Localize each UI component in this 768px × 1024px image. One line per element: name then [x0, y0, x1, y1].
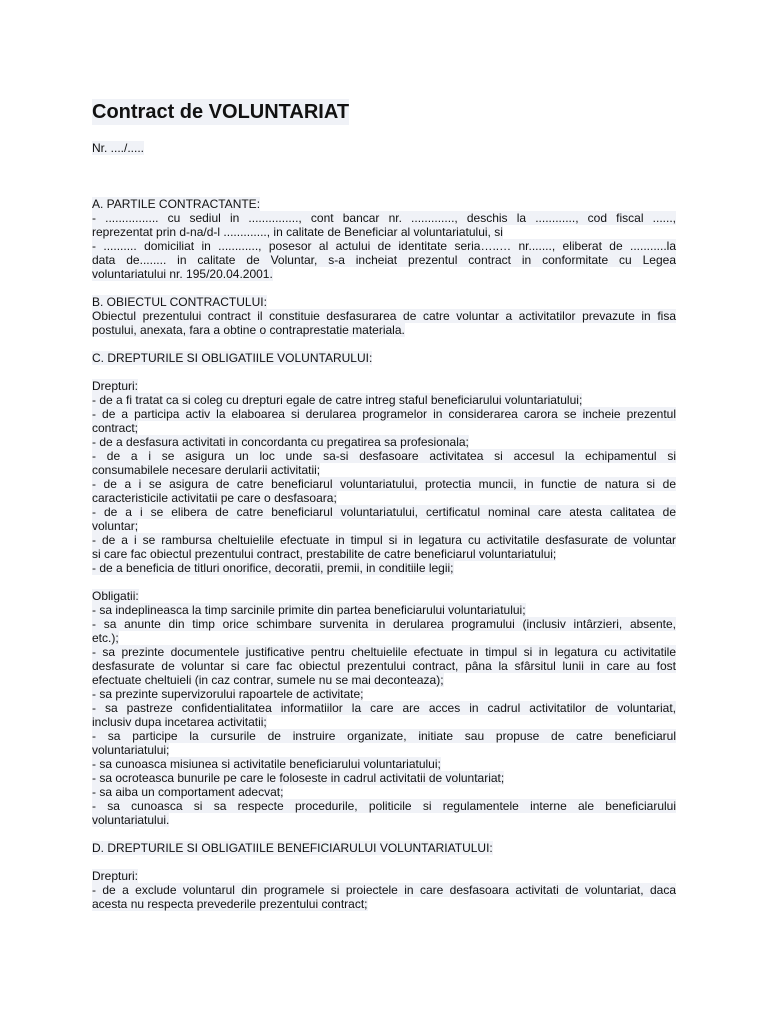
doc-line-c-d5-l1: - de a i se asigura de catre beneficiarul voluntariatului, protectia muncii, in functie de natura si de [92, 477, 676, 491]
doc-line-c-obligatii: Obligatii: [92, 589, 139, 603]
doc-line-d-d1-l1: - de a exclude voluntarul din programele si proiectele in care desfasoara activitati de voluntariat, daca [92, 883, 676, 897]
doc-line-c-o10-l1: - sa cunoasca si sa respecte procedurile, politicile si regulamentele interne ale beneficiarului [92, 799, 676, 813]
doc-line-c-d6-l1: - de a i se elibera de catre beneficiarul voluntariatului, certificatul nominal care atesta calitatea de [92, 505, 676, 519]
document-title: Contract de VOLUNTARIAT [92, 101, 350, 123]
doc-line-c-o6-l1: - sa participe la cursurile de instruire organizate, initiate sau propuse de catre beneficiarul [92, 729, 676, 743]
doc-line-c-d4-l1: - de a i se asigura un loc unde sa-si desfasoare activitatea si accesul la echipamentul si [92, 449, 676, 463]
doc-line-c-o5-l2: inclusiv dupa incetarea activitatii; [92, 715, 267, 729]
doc-line-c-d2-l1: - de a participa activ la elaboarea si derularea programelor in considerarea carora se incheie prezentul [92, 407, 676, 421]
contract-number: Nr. ..../..... [92, 141, 145, 155]
doc-line-c-o2-l1: - sa anunte din timp orice schimbare survenita in derularea programului (inclusiv intârzieri, absente, [92, 617, 676, 631]
doc-line-a-heading: A. PARTILE CONTRACTANTE: [92, 197, 261, 211]
doc-line-c-d8: - de a beneficia de titluri onorifice, decoratii, premii, in conditiile legii; [92, 561, 454, 575]
doc-line-c-o8: - sa ocroteasca bunurile pe care le foloseste in cadrul activitatii de voluntariat; [92, 771, 505, 785]
doc-line-c-d1: - de a fi tratat ca si coleg cu drepturi egale de catre intreg staful beneficiarului voluntariatului; [92, 393, 583, 407]
doc-line-c-o6-l2: voluntariatului; [92, 743, 170, 757]
doc-line-c-o9: - sa aiba un comportament adecvat; [92, 785, 284, 799]
doc-line-c-o4: - sa prezinte supervizorului rapoartele de activitate; [92, 687, 364, 701]
doc-line-d-d1-l2: acesta nu respecta prevederile prezentului contract; [92, 897, 368, 911]
doc-line-c-drepturi: Drepturi: [92, 379, 139, 393]
doc-line-c-o3-l2: desfasurate de voluntar si care fac obiectul prezentului contract, pâna la sfârsitul lunii in care au fost [92, 659, 676, 673]
doc-line-c-d6-l2: voluntar; [92, 519, 139, 533]
doc-line-b-l1: Obiectul prezentului contract il constituie desfasurarea de catre voluntar a activitatilor prevazute in fisa [92, 309, 676, 323]
doc-line-a-p2-l1: - .......... domiciliat in ............, posesor al actului de identitate seria…..… nr......., eliberat de ...........la [92, 239, 676, 253]
doc-line-c-o5-l1: - sa pastreze confidentialitatea informatiilor la care are acces in cadrul activitatilor de voluntariat, [92, 701, 676, 715]
doc-line-c-d3: - de a desfasura activitati in concordanta cu pregatirea sa profesionala; [92, 435, 469, 449]
doc-line-c-o1: - sa indeplineasca la timp sarcinile primite din partea beneficiarului voluntariatului; [92, 603, 526, 617]
doc-line-c-o2-l2: etc.); [92, 631, 119, 645]
doc-line-a-p1-l2: reprezentat prin d-na/d-l ............., in calitate de Beneficiar al voluntariatului, si [92, 225, 503, 239]
doc-line-b-heading: B. OBIECTUL CONTRACTULUI: [92, 295, 267, 309]
doc-line-c-o3-l3: efectuate cheltuieli (in caz contrar, sumele nu se mai deconteaza); [92, 673, 444, 687]
doc-line-c-o3-l1: - sa prezinte documentele justificative pentru cheltuielile efectuate in timpul si in legatura cu activitatile [92, 645, 676, 659]
doc-line-a-p1-l1: - ................ cu sediul in ..............., cont bancar nr. ............., deschis la ............, cod fiscal ......, [92, 211, 676, 225]
doc-line-c-d5-l2: caracteristicile activitatii pe care o desfasoara; [92, 491, 337, 505]
doc-line-b-l2: postului, anexata, fara a obtine o contraprestatie materiala. [92, 323, 405, 337]
doc-line-a-p2-l2: data de........ in calitate de Voluntar, s-a incheiat prezentul contract in conformitate cu Legea [92, 253, 676, 267]
doc-line-c-d4-l2: consumabilele necesare derularii activitatii; [92, 463, 321, 477]
doc-line-d-heading: D. DREPTURILE SI OBLIGATIILE BENEFICIARULUI VOLUNTARIATULUI: [92, 841, 493, 855]
doc-line-d-drepturi: Drepturi: [92, 869, 139, 883]
doc-line-c-d2-l2: contract; [92, 421, 139, 435]
doc-line-c-d7-l1: - de a i se rambursa cheltuielile efectuate in timpul si in legatura cu activitatile desfasurate de voluntar [92, 533, 676, 547]
doc-line-c-o7: - sa cunoasca misiunea si activitatile beneficiarului voluntariatului; [92, 757, 441, 771]
doc-line-c-heading: C. DREPTURILE SI OBLIGATIILE VOLUNTARULUI: [92, 351, 373, 365]
doc-line-c-o10-l2: voluntariatului. [92, 813, 170, 827]
doc-line-c-d7-l2: si care fac obiectul prezentului contract, prestabilite de catre beneficiarul voluntariatului; [92, 547, 557, 561]
doc-line-a-p2-l3: voluntariatului nr. 195/20.04.2001. [92, 267, 273, 281]
